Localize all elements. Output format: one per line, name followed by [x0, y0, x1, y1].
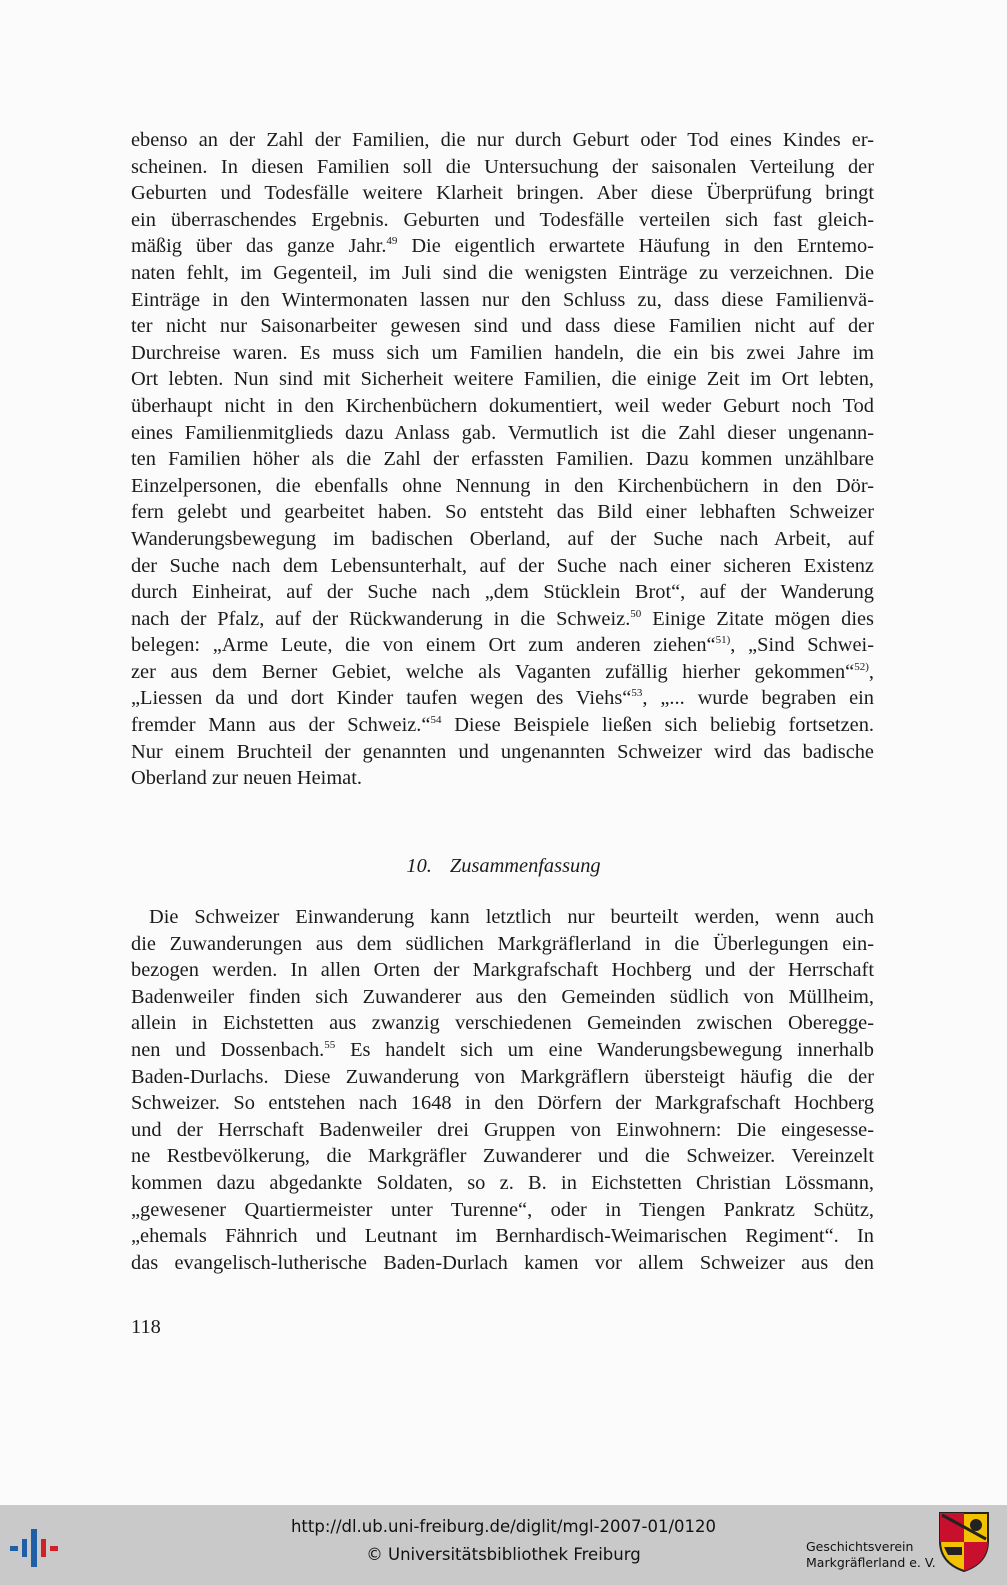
text-line: Die Schweizer Einwanderung kann letztlich nur beurteilt werden, wenn auch [149, 906, 874, 928]
page-number: 118 [131, 1316, 161, 1338]
text-line: eines Familienmitglieds dazu Anlass gab. Vermutlich ist die Zahl dieser ungenann- [131, 421, 874, 444]
text-segment: Diese Beispiele ließen sich beliebig fortsetzen. [454, 714, 874, 737]
footnote-ref: 55 [324, 1039, 336, 1052]
footnote-ref: 52) [854, 661, 869, 674]
section-title: Zusammenfassung [449, 855, 601, 877]
footnote-ref: 50 [630, 607, 642, 620]
coat-of-arms-icon [938, 1511, 990, 1573]
text-segment: , „Sind Schwei- [730, 634, 875, 657]
footnote-ref: 54 [430, 714, 442, 727]
section-heading [0, 855, 1007, 878]
text-line [131, 712, 874, 739]
footer-bar [0, 1505, 1007, 1585]
paragraph-1 [131, 127, 874, 792]
text-line: „gewesener Quartiermeister unter Turenne“, oder in Tiengen Pankratz Schütz, [131, 1198, 874, 1221]
footnote-ref: 49 [386, 235, 398, 248]
text-segment: „Liessen da und dort Kinder taufen wegen des Viehs“ [131, 687, 632, 710]
copyright-text: © Universitätsbibliothek Freiburg [366, 1545, 641, 1564]
text-line [131, 685, 874, 712]
text-line: durch Einheirat, auf der Suche nach „dem Stücklein Brot“, auf der Wanderung [131, 581, 874, 604]
text-line: das evangelisch-lutherische Baden-Durlach kamen vor allem Schweizer aus den [131, 1251, 874, 1274]
text-line: und der Herrschaft Badenweiler drei Gruppen von Einwohnern: Die eingesesse- [131, 1118, 874, 1141]
society-name [806, 1539, 936, 1571]
text-line: überhaupt nicht in den Kirchenbüchern dokumentiert, weil weder Geburt noch Tod [131, 394, 874, 417]
text-line: Baden-Durlachs. Diese Zuwanderung von Markgräflern übersteigt häufig die der [131, 1065, 874, 1088]
text-line: Ort lebten. Nun sind mit Sicherheit weitere Familien, die einige Zeit im Ort lebten, [131, 368, 874, 391]
text-segment: fremder Mann aus der Schweiz.“ [131, 714, 431, 737]
text-line: die Zuwanderungen aus dem südlichen Markgräflerland in die Überlegungen ein- [131, 932, 874, 955]
text-segment: mäßig über das ganze Jahr. [131, 235, 387, 258]
text-segment: Die eigentlich erwartete Häufung in den Erntemo- [411, 235, 874, 258]
footnote-ref: 51) [715, 634, 731, 647]
text-segment: , „... wurde begraben ein [642, 687, 874, 710]
text-line: „ehemals Fähnrich und Leutnant im Bernhardisch-Weimarischen Regiment“. In [131, 1225, 874, 1248]
text-line: fern gelebt und gearbeitet haben. So entsteht das Bild einer lebhaften Schweizer [131, 501, 874, 524]
text-line: allein in Eichstetten aus zwanzig verschiedenen Gemeinden zwischen Obereggе- [131, 1012, 874, 1035]
text-line: der Suche nach dem Lebensunterhalt, auf der Suche nach einer sicheren Existenz [131, 554, 874, 577]
text-line: Schweizer. So entstehen nach 1648 in den Dörfern der Markgrafschaft Hochberg [131, 1092, 874, 1115]
text-line: Badenweiler finden sich Zuwanderer aus den Gemeinden südlich von Müllheim, [131, 985, 874, 1008]
text-segment: belegen: „Arme Leute, die von einem Ort zum anderen ziehen“ [131, 634, 716, 657]
paragraph-2 [131, 904, 874, 1276]
text-line: ten Familien höher als die Zahl der erfassten Familien. Dazu kommen unzählbare [131, 448, 874, 471]
text-line: Einträge in den Wintermonaten lassen nur den Schluss zu, dass diese Familienvä- [131, 288, 874, 311]
footnote-ref: 53 [631, 687, 643, 700]
text-line [131, 632, 874, 659]
section-number: 10. [406, 855, 432, 877]
text-segment: nach der Pfalz, auf der Rückwanderung in die Schweiz. [131, 607, 631, 630]
text-line: bezogen werden. In allen Orten der Markgrafschaft Hochberg und der Herrschaft [131, 959, 874, 982]
text-line: Oberland zur neuen Heimat. [131, 767, 362, 790]
text-line [131, 606, 874, 633]
text-line: Durchreise waren. Es muss sich um Familien handeln, die ein bis zwei Jahre im [131, 341, 874, 364]
text-line: Nur einem Bruchteil der genannten und ungenannten Schweizer wird das badische [131, 740, 874, 763]
text-line: ein überraschendes Ergebnis. Geburten und Todesfälle verteilen sich fast gleich- [131, 208, 874, 231]
text-line: Wanderungsbewegung im badischen Oberland, auf der Suche nach Arbeit, auf [131, 527, 874, 550]
text-line [131, 659, 874, 686]
text-line: ter nicht nur Saisonarbeiter gewesen sind und dass diese Familien nicht auf der [131, 315, 874, 338]
text-segment: nen und Dossenbach. [131, 1038, 325, 1061]
text-line: naten fehlt, im Gegenteil, im Juli sind die wenigsten Einträge zu verzeichnen. Die [131, 261, 874, 284]
text-line: Geburten und Todesfälle weitere Klarheit bringen. Aber diese Überprüfung bringt [131, 182, 874, 205]
text-line [131, 233, 874, 260]
text-segment: , [868, 660, 874, 683]
text-line: ne Restbevölkerung, die Markgräfler Zuwanderer und die Schweizer. Vereinzelt [131, 1145, 874, 1168]
text-line [131, 1037, 874, 1064]
society-line-1: Geschichtsverein [806, 1539, 914, 1554]
text-segment: zer aus dem Berner Gebiet, welche als Vaganten zufällig hierher gekommen“ [131, 660, 855, 683]
text-line: ebenso an der Zahl der Familien, die nur durch Geburt oder Tod eines Kindes er- [131, 129, 874, 151]
society-line-2: Markgräflerland e. V. [806, 1555, 936, 1570]
text-line: Einzelpersonen, die ebenfalls ohne Nennung in den Kirchenbüchern in den Dör- [131, 474, 874, 497]
text-line: scheinen. In diesen Familien soll die Untersuchung der saisonalen Verteilung der [131, 155, 874, 178]
text-line: kommen dazu abgedankte Soldaten, so z. B. in Eichstetten Christian Lössmann, [131, 1171, 874, 1194]
document-url-link[interactable]: http://dl.ub.uni-freiburg.de/diglit/mgl-2007-01/0120 [290, 1517, 717, 1536]
text-segment: Es handelt sich um eine Wanderungsbewegung innerhalb [350, 1038, 874, 1061]
text-segment: Einige Zitate mögen dies [652, 607, 874, 630]
